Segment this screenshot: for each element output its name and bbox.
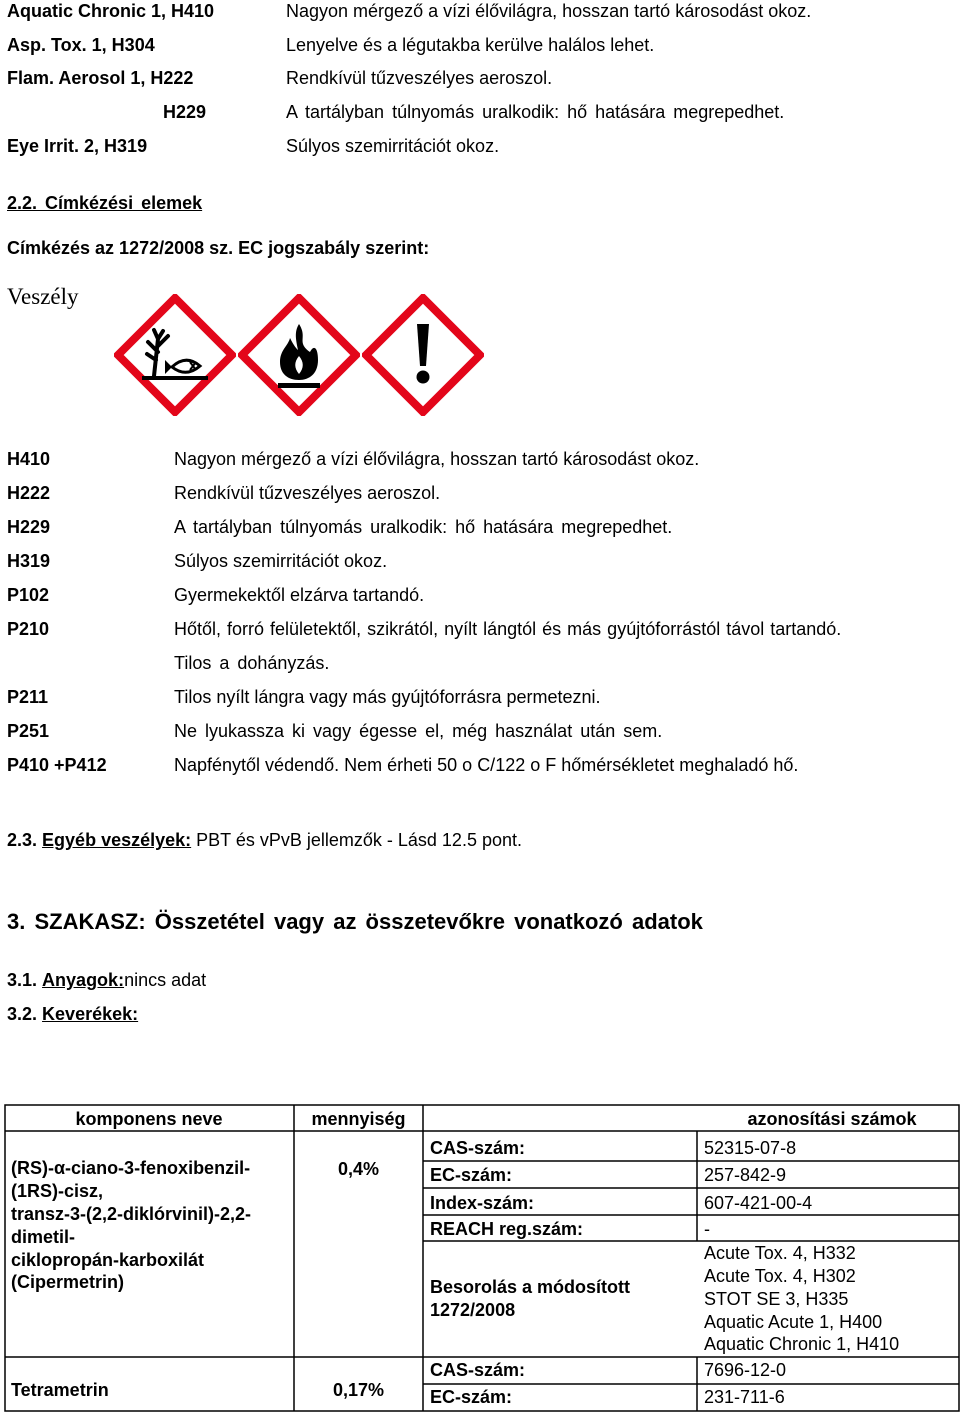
statement-text: Súlyos szemirritációt okoz. (174, 551, 388, 571)
class-code: Aquatic Chronic 1, H410 (7, 1, 215, 21)
composition-table (4, 1104, 960, 1412)
classification-value: STOT SE 3, H335 (704, 1289, 849, 1309)
id-value: 7696-12-0 (704, 1360, 787, 1380)
section-3-heading: 3. SZAKASZ: Összetétel vagy az összetevőkre vonatkozó adatok (7, 909, 703, 934)
exclamation-icon (362, 294, 484, 416)
id-label: EC-szám: (430, 1387, 513, 1407)
class-code: H229 (163, 102, 207, 122)
section-3-1-text: nincs adat (124, 970, 207, 990)
signal-word: Veszély (7, 284, 79, 309)
statement-code: P211 (7, 687, 49, 707)
component-name-line: (Cipermetrin) (11, 1272, 125, 1292)
component-amount: 0,4% (337, 1159, 380, 1179)
id-value: 231-711-6 (704, 1387, 785, 1407)
component-name-line: dimetil- (11, 1227, 76, 1247)
statement-text: Rendkívül tűzveszélyes aeroszol. (174, 483, 441, 503)
header-quantity: mennyiség (311, 1109, 406, 1129)
section-3-2-label: Keverékek: (42, 1004, 139, 1024)
statement-text: A tartályban túlnyomás uralkodik: hő hatására megrepedhet. (174, 517, 673, 537)
component-name-line: (1RS)-cisz, (11, 1181, 104, 1201)
section-3-1 (7, 970, 206, 991)
section-3-1-label: Anyagok: (42, 970, 125, 990)
class-code: Eye Irrit. 2, H319 (7, 136, 148, 156)
classification-value: Acute Tox. 4, H302 (704, 1266, 856, 1286)
environment-icon (114, 294, 236, 416)
classification-value: Aquatic Acute 1, H400 (704, 1312, 883, 1332)
class-text: A tartályban túlnyomás uralkodik: hő hatására megrepedhet. (286, 102, 785, 122)
class-text: Nagyon mérgező a vízi élővilágra, hosszan tartó károsodást okoz. (286, 1, 812, 21)
statement-text: Hőtől, forró felületektől, szikrától, nyílt lángtól és más gyújtóforrástól távol tartandó. (174, 619, 842, 639)
classification-value: Aquatic Chronic 1, H410 (704, 1334, 900, 1354)
section-3-2-number: 3.2. (7, 1004, 38, 1024)
component-name-line: (RS)-α-ciano-3-fenoxibenzil- (11, 1158, 251, 1178)
statement-text: Ne lyukassza ki vagy égesse el, még használat után sem. (174, 721, 663, 741)
statement-code: H319 (7, 551, 51, 571)
statement-text: Napfénytől védendő. Nem érheti 50 o C/122 o F hőmérsékletet meghaladó hő. (174, 755, 799, 775)
flame-icon (238, 294, 360, 416)
component-name: Tetrametrin (11, 1380, 109, 1400)
id-label: Index-szám: (430, 1193, 535, 1213)
classification-label-line: Besorolás a módosított (430, 1277, 631, 1297)
statement-text: Nagyon mérgező a vízi élővilágra, hosszan tartó károsodást okoz. (174, 449, 700, 469)
id-value: 607-421-00-4 (704, 1193, 813, 1213)
section-2-3-number: 2.3. (7, 830, 38, 850)
header-component-name: komponens neve (75, 1109, 223, 1129)
class-code: Asp. Tox. 1, H304 (7, 35, 155, 55)
id-label: REACH reg.szám: (430, 1219, 584, 1239)
component-name-line: transz-3-(2,2-diklórvinil)-2,2- (11, 1204, 252, 1224)
class-text: Rendkívül tűzveszélyes aeroszol. (286, 68, 553, 88)
statement-code: P251 (7, 721, 50, 741)
class-text: Súlyos szemirritációt okoz. (286, 136, 500, 156)
id-value: 257-842-9 (704, 1165, 787, 1185)
class-code: Flam. Aerosol 1, H222 (7, 68, 194, 88)
statement-code: P210 (7, 619, 50, 639)
labelling-subheading: Címkézés az 1272/2008 sz. EC jogszabály szerint: (7, 238, 430, 258)
statement-code: P410 +P412 (7, 755, 107, 775)
header-identifiers: azonosítási számok (747, 1109, 917, 1129)
section-2-3-label: Egyéb veszélyek: (42, 830, 192, 850)
statement-code: P102 (7, 585, 50, 605)
section-3-1-number: 3.1. (7, 970, 38, 990)
statement-text: Gyermekektől elzárva tartandó. (174, 585, 425, 605)
statement-code: H222 (7, 483, 51, 503)
id-label: CAS-szám: (430, 1138, 526, 1158)
section-2-3 (7, 830, 522, 851)
component-name-line: ciklopropán-karboxilát (11, 1250, 205, 1270)
section-2-2-heading: 2.2. Címkézési elemek (7, 193, 203, 213)
id-label: EC-szám: (430, 1165, 513, 1185)
section-3-2 (7, 1004, 138, 1025)
section-2-3-text: PBT és vPvB jellemzők - Lásd 12.5 pont. (196, 830, 522, 850)
id-value: 52315-07-8 (704, 1138, 797, 1158)
statement-text: Tilos nyílt lángra vagy más gyújtóforrásra permetezni. (174, 687, 601, 707)
statement-code: H410 (7, 449, 51, 469)
statement-code: H229 (7, 517, 51, 537)
component-amount: 0,17% (332, 1380, 385, 1400)
class-text: Lenyelve és a légutakba kerülve halálos lehet. (286, 35, 655, 55)
classification-value: Acute Tox. 4, H332 (704, 1243, 856, 1263)
statement-text: Tilos a dohányzás. (174, 653, 330, 673)
id-value: - (704, 1219, 710, 1239)
id-label: CAS-szám: (430, 1360, 526, 1380)
classification-label-line: 1272/2008 (430, 1300, 516, 1320)
